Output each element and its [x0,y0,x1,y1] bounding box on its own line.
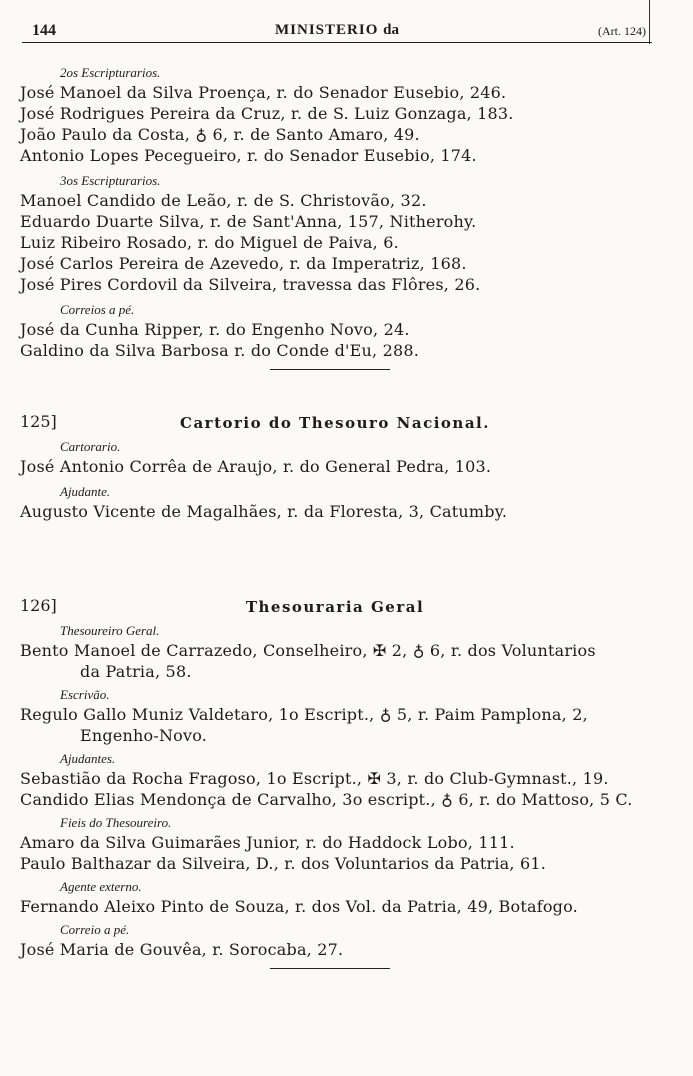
margin-rule [649,0,651,44]
entry: Galdino da Silva Barbosa r. do Conde d'Eu, 288. [20,341,420,360]
article-reference: (Art. 124) [598,24,646,38]
entry: José Manoel da Silva Proença, r. do Senador Eusebio, 246. [20,83,507,102]
entry: Candido Elias Mendonça de Carvalho, 3o escript., ♁ 6, r. do Mattoso, 5 C. [20,790,633,809]
role-heading: Escrivão. [60,687,110,702]
entry: Bento Manoel de Carrazedo, Conselheiro, ✠ 2, ♁ 6, r. dos Voluntarios [20,641,596,660]
entry: José Antonio Corrêa de Araujo, r. do General Pedra, 103. [20,457,492,476]
entry: Augusto Vicente de Magalhães, r. da Floresta, 3, Catumby. [20,502,508,521]
role-heading: Ajudante. [60,484,111,499]
section-title: Thesouraria Geral [245,598,425,616]
role-heading: Agente externo. [60,879,142,894]
role-heading: 3os Escripturarios. [60,173,161,188]
section-title: Cartorio do Thesouro Nacional. [180,414,490,432]
section-126 [20,592,670,969]
entry: Eduardo Duarte Silva, r. de Sant'Anna, 157, Nitherohy. [20,212,477,231]
section-heading [20,592,670,622]
entry: José Maria de Gouvêa, r. Sorocaba, 27. [20,940,344,959]
entry-continuation: Engenho-Novo. [80,726,208,745]
entry: Paulo Balthazar da Silveira, D., r. dos Voluntarios da Patria, 61. [20,854,547,873]
page-header [22,20,652,43]
entry: Antonio Lopes Pecegueiro, r. do Senador Eusebio, 174. [20,146,477,165]
section-divider [270,369,390,370]
role-heading: Correios a pé. [60,302,135,317]
entry: Amaro da Silva Guimarães Junior, r. do Haddock Lobo, 111. [20,833,515,852]
entry: José da Cunha Ripper, r. do Engenho Novo, 24. [20,320,410,339]
running-title [22,22,652,39]
running-title-suffix: da [383,22,399,38]
entry: Fernando Aleixo Pinto de Souza, r. dos Vol. da Patria, 49, Botafogo. [20,897,578,916]
role-heading: Ajudantes. [60,751,116,766]
role-heading: Fieis do Thesoureiro. [60,815,172,830]
entry: José Rodrigues Pereira da Cruz, r. de S. Luiz Gonzaga, 183. [20,104,514,123]
section-number: 125] [20,412,57,431]
section-number: 126] [20,596,57,615]
entry: João Paulo da Costa, ♁ 6, r. de Santo Amaro, 49. [20,125,420,144]
role-heading: Correio a pé. [60,922,130,937]
entry-continuation: da Patria, 58. [80,662,192,681]
entry: José Pires Cordovil da Silveira, travessa das Flôres, 26. [20,275,481,294]
entry: Manoel Candido de Leão, r. de S. Christovão, 32. [20,191,427,210]
page-number: 144 [32,22,56,39]
running-title-main: MINISTERIO [275,22,379,38]
role-heading: Thesoureiro Geral. [60,623,160,638]
section-heading [20,408,670,438]
section-divider [270,968,390,969]
entry: Sebastião da Rocha Fragoso, 1o Escript., ✠ 3, r. do Club-Gymnast., 19. [20,769,609,788]
role-heading: Cartorario. [60,439,121,454]
entry: José Carlos Pereira de Azevedo, r. da Imperatriz, 168. [20,254,467,273]
role-heading: 2os Escripturarios. [60,65,161,80]
section-125 [20,408,670,522]
entry: Luiz Ribeiro Rosado, r. do Miguel de Paiva, 6. [20,233,399,252]
entry: Regulo Gallo Muniz Valdetaro, 1o Escript., ♁ 5, r. Paim Pamplona, 2, [20,705,588,724]
section-continued [20,64,670,370]
